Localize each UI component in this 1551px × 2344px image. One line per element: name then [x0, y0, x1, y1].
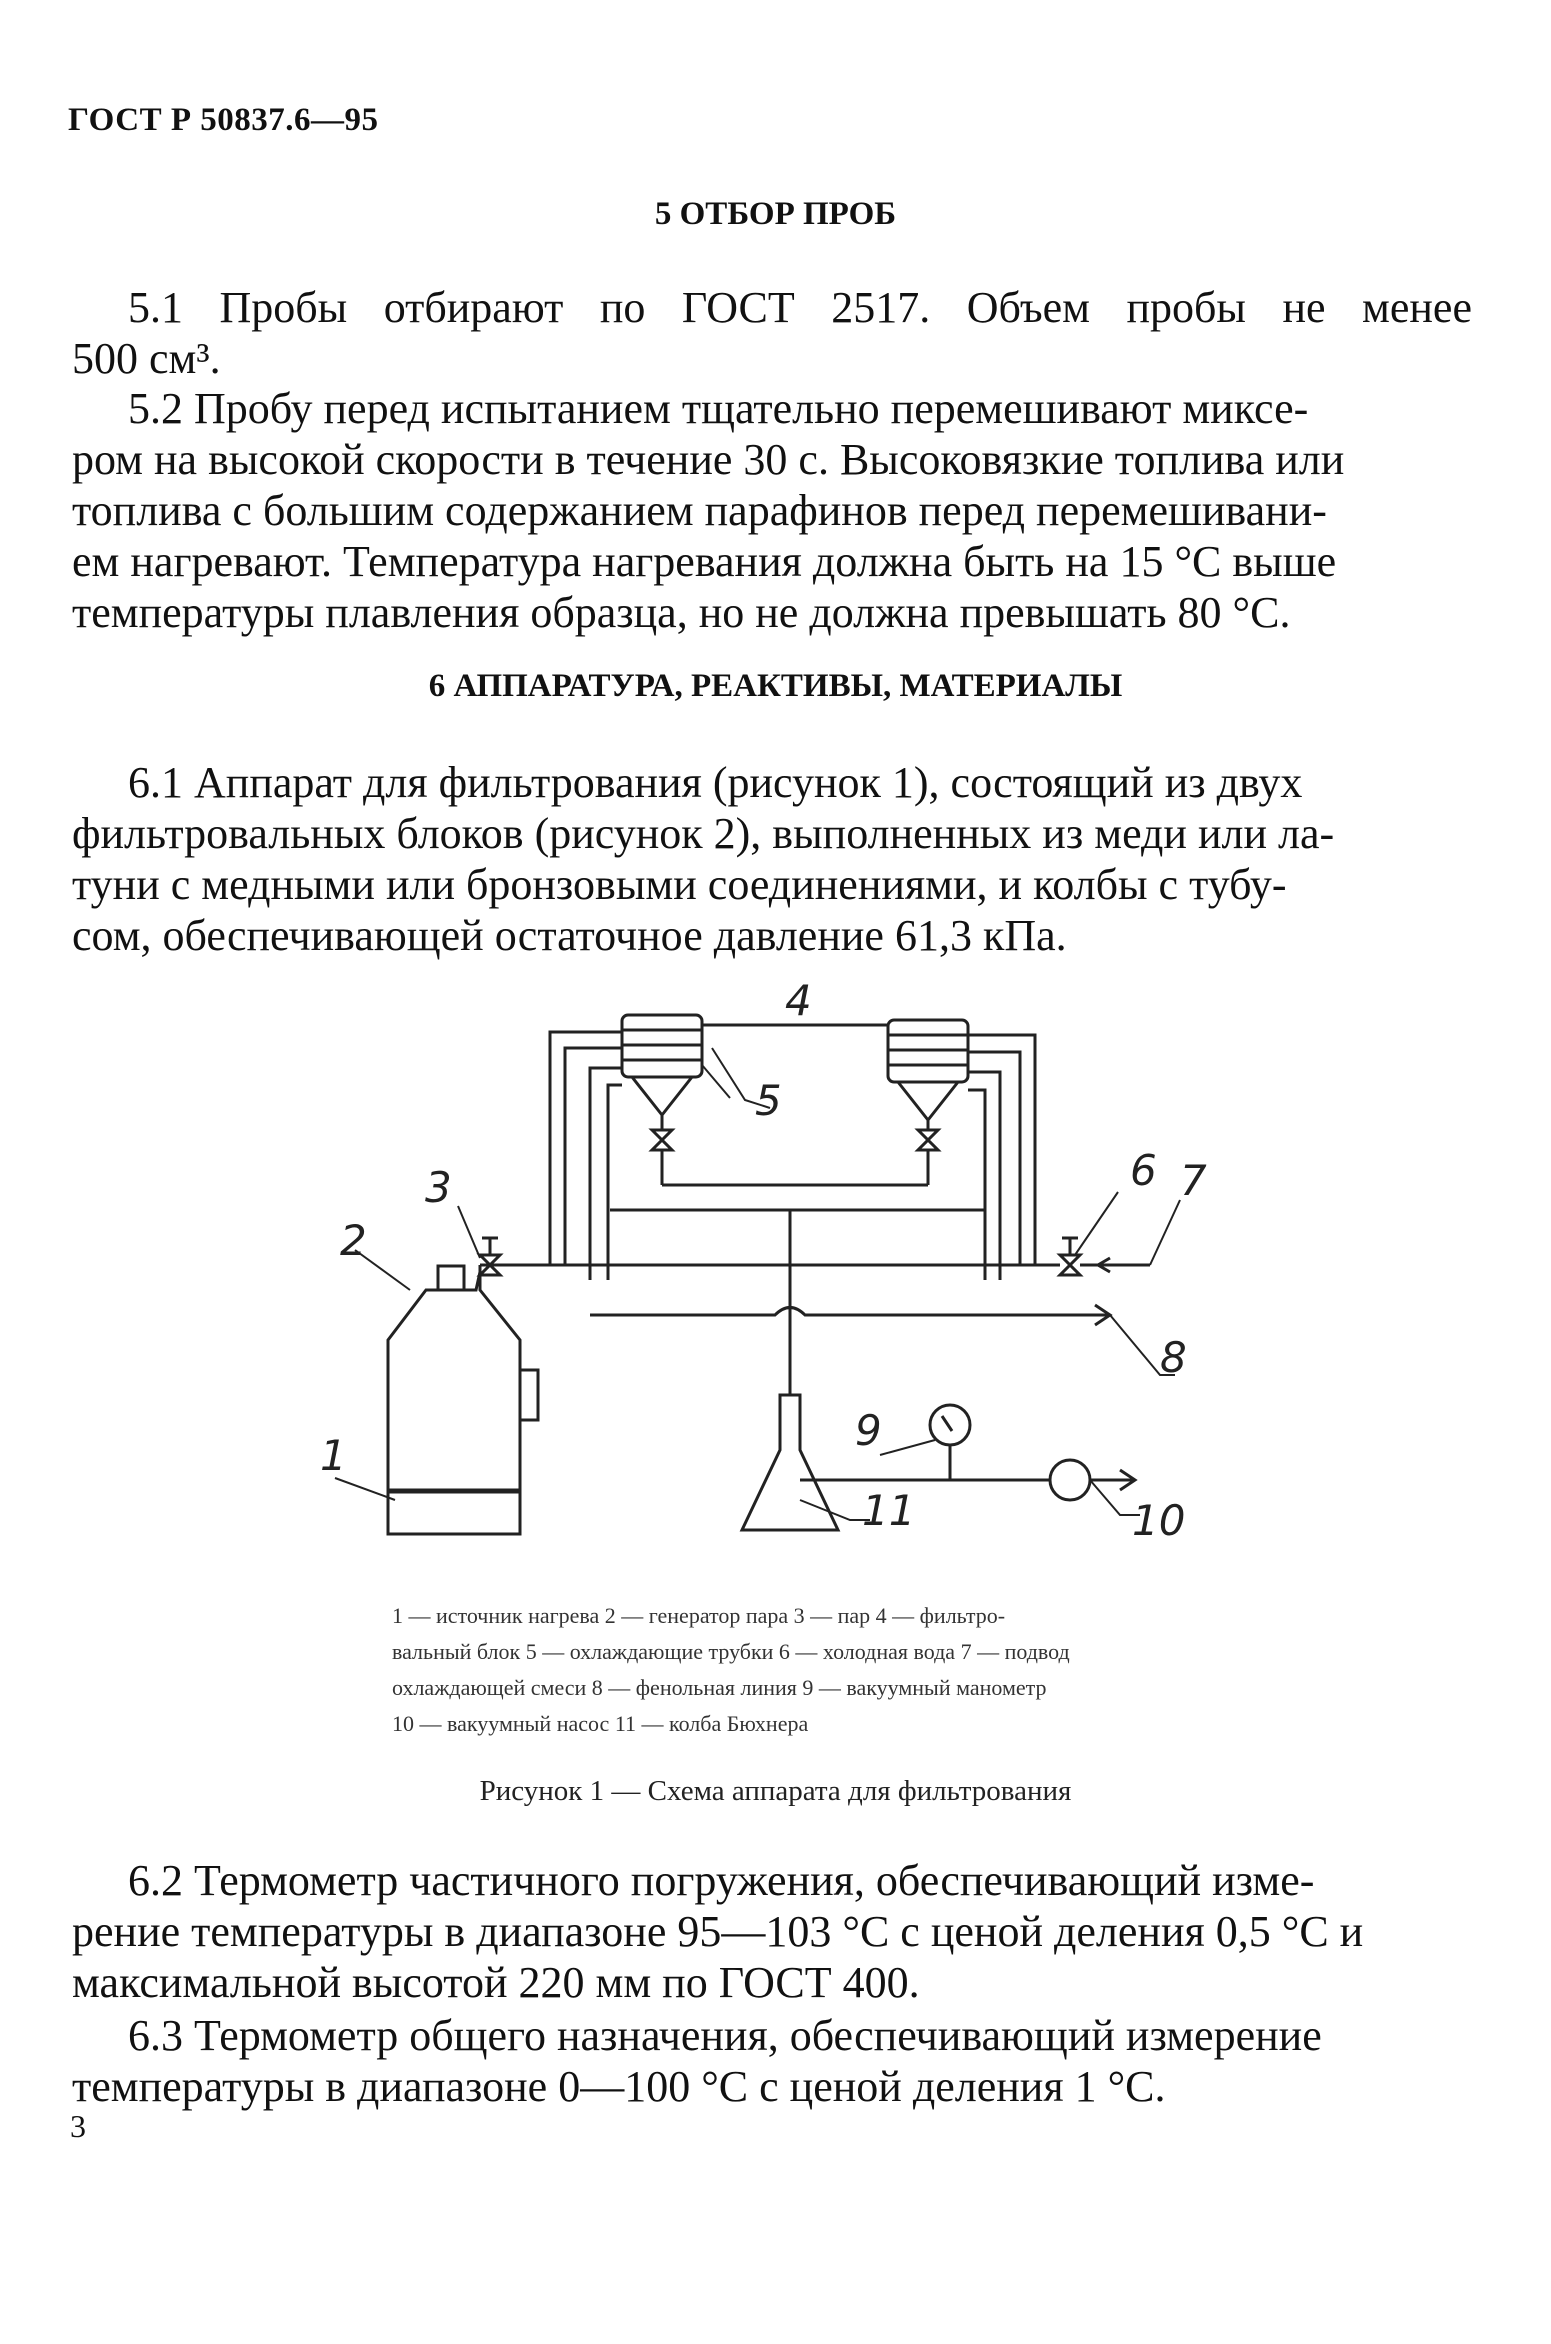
paragraph-6-1	[72, 757, 1472, 961]
legend-line: 1 — источник нагрева 2 — генератор пара 3 — пар 4 — фильтро-	[392, 1603, 1006, 1628]
label-3: 3	[425, 1163, 452, 1212]
text-line: фильтровальных блоков (рисунок 2), выполненных из меди или ла-	[72, 809, 1335, 858]
text-line: ем нагревают. Температура нагревания должна быть на 15 °С выше	[72, 537, 1337, 586]
figure-caption: Рисунок 1 — Схема аппарата для фильтрования	[479, 1775, 1072, 1807]
text-line: температуры в диапазоне 0—100 °С с ценой деления 1 °С.	[72, 2062, 1166, 2111]
label-10: 10	[1132, 1496, 1186, 1545]
figure-legend	[392, 1598, 1242, 1742]
label-5: 5	[755, 1076, 782, 1125]
filter-block-left	[622, 1015, 702, 1130]
label-1: 1	[320, 1431, 347, 1480]
label-2: 2	[340, 1216, 367, 1265]
label-9: 9	[855, 1406, 882, 1455]
section-6-title: 6 АППАРАТУРА, РЕАКТИВЫ, МАТЕРИАЛЫ	[428, 668, 1123, 704]
valve-6	[1060, 1238, 1080, 1275]
right-tubing	[968, 1035, 1035, 1280]
heat-source	[388, 1492, 520, 1534]
left-tubing	[550, 1032, 622, 1280]
label-11: 11	[862, 1486, 916, 1535]
text-line: туни с медными или бронзовыми соединениями, и колбы с тубу-	[72, 860, 1287, 909]
document-header: ГОСТ Р 50837.6—95	[68, 102, 379, 138]
vacuum-gauge	[930, 1405, 970, 1480]
paragraph-6-3	[72, 2010, 1472, 2112]
page-number: 3	[70, 2108, 86, 2144]
valve-right	[918, 1130, 938, 1185]
paragraph-5-1	[72, 282, 1472, 384]
text-line: 5.2 Пробу перед испытанием тщательно перемешивают миксе-	[128, 384, 1309, 433]
label-8: 8	[1160, 1333, 1187, 1382]
text-line: максимальной высотой 220 мм по ГОСТ 400.	[72, 1958, 920, 2007]
paragraph-5-2	[72, 383, 1472, 638]
paragraph-6-2	[72, 1855, 1472, 2008]
label-6: 6	[1130, 1146, 1157, 1195]
text-line: 500 см³.	[72, 334, 221, 383]
text-line: рение температуры в диапазоне 95—103 °С с ценой деления 0,5 °С и	[72, 1907, 1364, 1956]
apparatus-diagram	[0, 980, 1551, 1600]
label-4: 4	[785, 980, 812, 1025]
section-5-title: 5 ОТБОР ПРОБ	[654, 196, 897, 232]
legend-line: 10 — вакуумный насос 11 — колба Бюхнера	[392, 1711, 809, 1736]
steam-generator	[388, 1265, 538, 1490]
legend-line: вальный блок 5 — охлаждающие трубки 6 — холодная вода 7 — подвод	[392, 1639, 1070, 1664]
text-line: 6.2 Термометр частичного погружения, обеспечивающий изме-	[128, 1856, 1315, 1905]
valve-3	[480, 1238, 500, 1275]
text-line: 6.3 Термометр общего назначения, обеспечивающий измерение	[128, 2011, 1322, 2060]
valve-left	[652, 1130, 672, 1185]
legend-line: охлаждающей смеси 8 — фенольная линия 9 — вакуумный манометр	[392, 1675, 1047, 1700]
text-line: 5.1 Пробы отбирают по ГОСТ 2517. Объем пробы не менее	[128, 283, 1472, 332]
text-line: температуры плавления образца, но не должна превышать 80 °С.	[72, 588, 1291, 637]
phenol-line	[590, 1308, 1110, 1316]
text-line: 6.1 Аппарат для фильтрования (рисунок 1), состоящий из двух	[128, 758, 1303, 807]
text-line: ром на высокой скорости в течение 30 с. Высоковязкие топлива или	[72, 435, 1345, 484]
text-line: топлива с большим содержанием парафинов перед перемешивани-	[72, 486, 1327, 535]
filter-block-right	[888, 1020, 968, 1130]
vacuum-pump	[1050, 1460, 1135, 1500]
text-line: сом, обеспечивающей остаточное давление 61,3 кПа.	[72, 911, 1067, 960]
label-7: 7	[1180, 1156, 1207, 1205]
